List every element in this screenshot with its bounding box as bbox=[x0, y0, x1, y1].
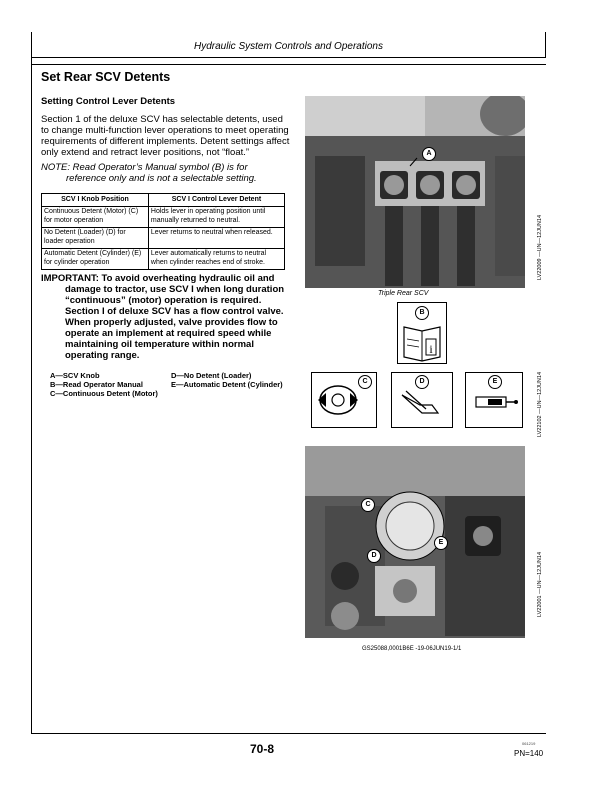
table-cell: Lever returns to neutral when released. bbox=[148, 227, 284, 248]
legend-item: D—No Detent (Loader) bbox=[171, 371, 252, 380]
callout-e: E bbox=[488, 375, 502, 389]
legend-right bbox=[171, 371, 283, 389]
figure-detent-symbols bbox=[305, 302, 525, 434]
figure3-id: LV22001 —UN—12JUN14 bbox=[537, 552, 543, 618]
table-cell: Automatic Detent (Cylinder) (E) for cylinder operation bbox=[42, 248, 149, 269]
page-number: 70-8 bbox=[250, 742, 275, 756]
callout-a: A bbox=[422, 147, 436, 161]
table-cell: Continuous Detent (Motor) (C) for motor operation bbox=[42, 206, 149, 227]
svg-text:i: i bbox=[429, 342, 433, 356]
section-title: Set Rear SCV Detents bbox=[41, 70, 171, 84]
callout-c-photo: C bbox=[361, 498, 375, 512]
callout-c: C bbox=[358, 375, 372, 389]
legend-item: E—Automatic Detent (Cylinder) bbox=[171, 380, 283, 389]
legend-item: C—Continuous Detent (Motor) bbox=[50, 389, 158, 398]
document-reference: GS25088,0001B6E -19-06JUN19-1/1 bbox=[362, 646, 462, 652]
scv-knob-photo-illustration bbox=[305, 446, 525, 638]
important-body: damage to tractor, use SCV I when long duration “continuous” (motor) operation is required. Section I of deluxe SCV has a flow control valve. When properly adjusted, valve provides flow to operate an implement at required speed while maintaining oil temperature within normal operating range. bbox=[65, 284, 285, 361]
note bbox=[41, 162, 281, 184]
table-row bbox=[42, 248, 285, 269]
page-header-title: Hydraulic System Controls and Operations bbox=[194, 41, 383, 52]
content-top-rule bbox=[31, 64, 546, 65]
footer-date: 061219 bbox=[522, 741, 536, 746]
legend-item: A—SCV Knob bbox=[50, 371, 100, 380]
table-cell: Lever automatically returns to neutral when cylinder reaches end of stroke. bbox=[148, 248, 284, 269]
detent-table bbox=[41, 193, 285, 270]
table-row bbox=[42, 206, 285, 227]
table-header-row bbox=[42, 194, 285, 207]
table-row bbox=[42, 227, 285, 248]
callout-d: D bbox=[415, 375, 429, 389]
callout-e-photo: E bbox=[434, 536, 448, 550]
important-notice bbox=[41, 273, 291, 361]
figure-scv-knob-photo bbox=[305, 446, 525, 638]
note-line-2: reference only and is not a selectable setting. bbox=[66, 173, 257, 184]
table-header: SCV I Knob Position bbox=[42, 194, 149, 207]
content-left-rule bbox=[31, 58, 32, 734]
callout-d-photo: D bbox=[367, 549, 381, 563]
scv-photo-illustration bbox=[305, 96, 525, 288]
callout-b: B bbox=[415, 306, 429, 320]
figure1-id: LV22009 —UN—12JUN14 bbox=[537, 215, 543, 281]
intro-paragraph: Section 1 of the deluxe SCV has selectable detents, used to change multi-function lever operations to meet operating requirements of different implements. Detent settings affect only extend and retract lever positions, not “float.” bbox=[41, 114, 290, 158]
header-rule-bottom bbox=[31, 57, 546, 58]
figure1-caption: Triple Rear SCV bbox=[378, 290, 429, 297]
symbol-no-detent bbox=[391, 372, 453, 428]
note-line-1: NOTE: Read Operator’s Manual symbol (B) is for bbox=[41, 162, 248, 173]
content-bottom-rule bbox=[31, 733, 546, 734]
legend-item: B—Read Operator Manual bbox=[50, 380, 143, 389]
print-number: PN=140 bbox=[514, 749, 544, 758]
symbol-read-manual bbox=[397, 302, 447, 364]
subsection-title: Setting Control Lever Detents bbox=[41, 96, 176, 107]
figure2-id: LV22102 —UN—12JUN14 bbox=[537, 372, 543, 438]
important-line-1: IMPORTANT: To avoid overheating hydraulic oil and bbox=[41, 273, 275, 284]
figure-triple-scv-photo bbox=[305, 96, 525, 288]
symbol-continuous-detent bbox=[311, 372, 377, 428]
table-cell: Holds lever in operating position until manually returned to neutral. bbox=[148, 206, 284, 227]
table-header: SCV I Control Lever Detent bbox=[148, 194, 284, 207]
table-cell: No Detent (Loader) (D) for loader operation bbox=[42, 227, 149, 248]
symbol-automatic-detent bbox=[465, 372, 523, 428]
legend-left bbox=[50, 371, 158, 398]
